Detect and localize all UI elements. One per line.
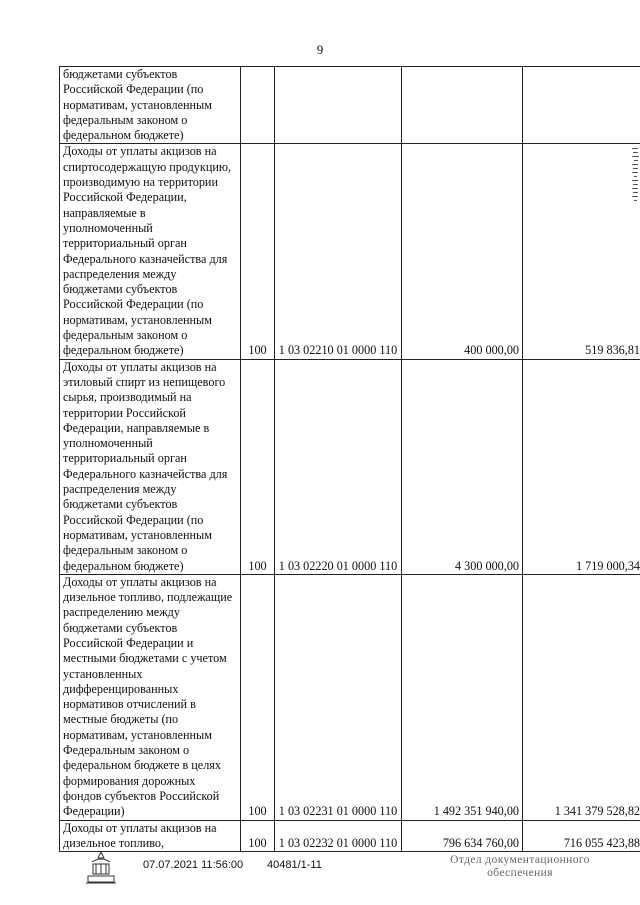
row-admin-code: 100 [241,820,275,852]
row-description: Доходы от уплаты акцизов на дизельное топливо, подлежащие распределению между бюджетами субъектов Российской Федерации и местными бюджетами с учетом установленных дифференцированных нормативов отчислений в местные бюджеты (по нормативам, установленным Федеральным законом о федеральном бюджете в целях формирования дорожных фондов субъектов Российской Федерации) [60,574,241,820]
row-kbk: 1 03 02231 01 0000 110 [275,574,402,820]
row-description: Доходы от уплаты акцизов на дизельное топливо, [60,820,241,852]
revenue-table [59,66,640,852]
coat-of-arms-logo [84,850,118,886]
row-description: Доходы от уплаты акцизов на спиртосодержащую продукцию, производимую на территории Российской Федерации, направляемые в уполномоченный территориальный орган Федерального казначейства для распределения между бюджетами субъектов Российской Федерации (по нормативам, установленным федеральным законом о федеральном бюджете) [60,144,241,359]
department-stamp [430,854,610,880]
row-kbk: 1 03 02232 01 0000 110 [275,820,402,852]
scan-noise-marks [626,120,640,220]
row-fact-amount: 1 341 379 528,82 [523,574,640,820]
row-description: Доходы от уплаты акцизов на этиловый спирт из непищевого сырья, производимый на территории Российской Федерации, направляемые в уполномоченный территориальный орган Федерального казначейства для распределения между бюджетами субъектов Российской Федерации (по нормативам, установленным федеральным законом о федеральном бюджете) [60,359,241,574]
row-kbk: 1 03 02220 01 0000 110 [275,359,402,574]
row-fact-amount [523,67,640,144]
row-plan-amount: 1 492 351 940,00 [402,574,523,820]
table-row [60,359,640,574]
footer-doc-number: 40481/1-11 [267,859,322,871]
row-admin-code [241,67,275,144]
row-plan-amount: 400 000,00 [402,144,523,359]
page-number: 9 [316,42,324,57]
table-row [60,820,640,852]
page-footer [0,850,640,900]
table-row [60,144,640,359]
row-admin-code: 100 [241,144,275,359]
row-plan-amount: 796 634 760,00 [402,820,523,852]
table-row [60,574,640,820]
stamp-line-2: обеспечения [487,867,553,879]
row-kbk [275,67,402,144]
row-kbk: 1 03 02210 01 0000 110 [275,144,402,359]
stamp-line-1: Отдел документационного [450,854,590,866]
row-admin-code: 100 [241,574,275,820]
row-fact-amount: 716 055 423,88 [523,820,640,852]
footer-date: 07.07.2021 11:56:00 [143,859,244,871]
row-fact-amount: 519 836,81 [523,144,640,359]
table-row [60,67,640,144]
row-admin-code: 100 [241,359,275,574]
row-fact-amount: 1 719 000,34 [523,359,640,574]
row-plan-amount: 4 300 000,00 [402,359,523,574]
row-description: бюджетами субъектов Российской Федерации (по нормативам, установленным федеральным законом о федеральном бюджете) [60,67,241,144]
row-plan-amount [402,67,523,144]
